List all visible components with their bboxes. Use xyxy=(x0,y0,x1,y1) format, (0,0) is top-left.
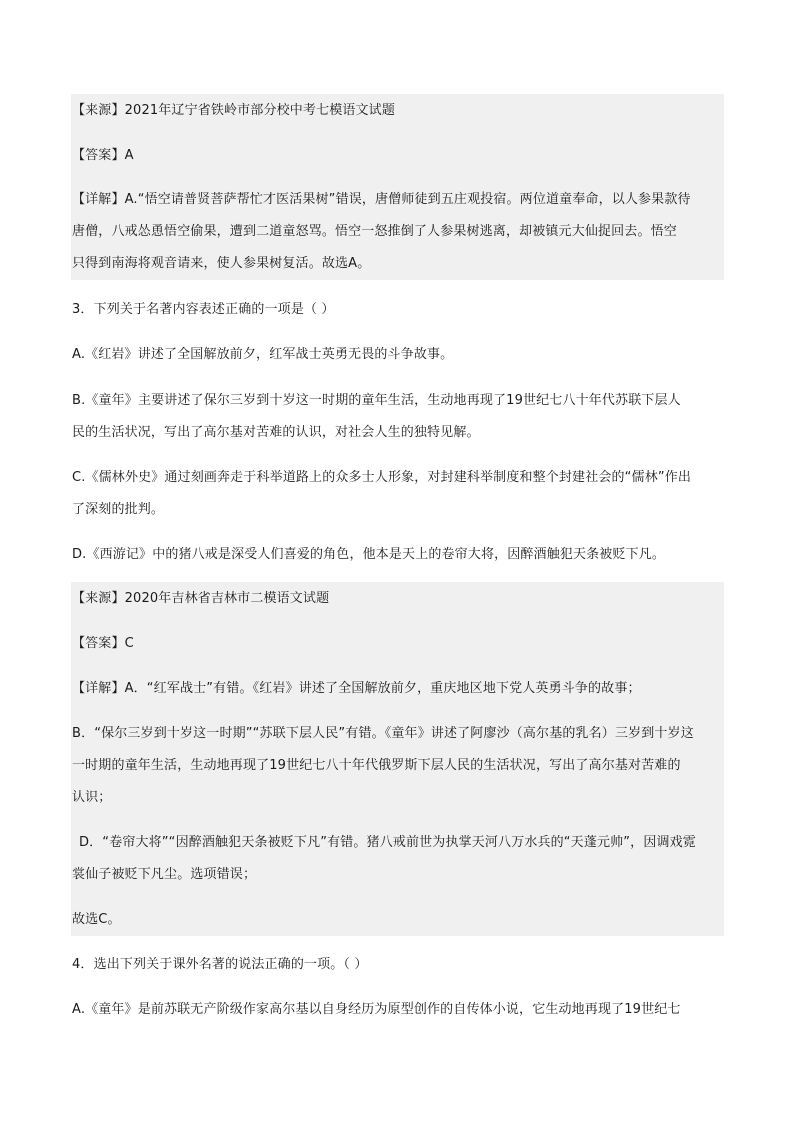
answer-block-shade xyxy=(71,94,724,280)
question-stem: 3．下列关于名著内容表述正确的一项是（ ） xyxy=(72,302,335,317)
detail-line: 只得到南海将观音请来，使人参果树复活。故选A。 xyxy=(72,256,371,271)
source-line: 【来源】2021年辽宁省铁岭市部分校中考七模语文试题 xyxy=(72,103,395,118)
option-c: C.《儒林外史》通过刻画奔走于科举道路上的众多士人形象，对封建科举制度和整个封建社会的“儒林”作出 xyxy=(72,470,692,485)
detail-line: D．“卷帘大将”“因醉酒触犯天条被贬下凡”有错。猪八戒前世为执掌天河八万水兵的“天蓬元帅”，因调戏霓 xyxy=(79,835,696,850)
option-a: A.《红岩》讲述了全国解放前夕，红军战士英勇无畏的斗争故事。 xyxy=(72,347,454,362)
answer-line: 【答案】A xyxy=(72,148,134,163)
conclusion-line: 故选C。 xyxy=(72,912,121,927)
option-b: B.《童年》主要讲述了保尔三岁到十岁这一时期的童年生活，生动地再现了19世纪七八十年代苏联下层人 xyxy=(72,393,681,408)
question-stem: 4．选出下列关于课外名著的说法正确的一项。（ ） xyxy=(72,957,368,972)
option-c: 了深刻的批判。 xyxy=(72,502,165,517)
option-a: A.《童年》是前苏联无产阶级作家高尔基以自身经历为原型创作的自传体小说，它生动地再现了19世纪七 xyxy=(72,1002,681,1017)
detail-line: 【详解】A.“悟空请普贤菩萨帮忙才医活果树”错误，唐僧师徒到五庄观投宿。两位道童奉命，以人参果款待 xyxy=(72,192,691,207)
detail-line: 认识； xyxy=(72,790,112,805)
answer-line: 【答案】C xyxy=(72,636,134,651)
detail-line: B．“保尔三岁到十岁这一时期”“苏联下层人民”有错。《童年》讲述了阿廖沙（高尔基的乳名）三岁到十岁这 xyxy=(72,726,694,741)
detail-line: 【详解】A．“红军战士”有错。《红岩》讲述了全国解放前夕，重庆地区地下党人英勇斗争的故事； xyxy=(72,681,641,696)
detail-line: 唐僧，八戒怂恿悟空偷果，遭到二道童怒骂。悟空一怒推倒了人参果树逃离，却被镇元大仙捉回去。悟空 xyxy=(72,224,677,239)
option-d: D.《西游记》中的猪八戒是深受人们喜爱的角色，他本是天上的卷帘大将，因醉酒触犯天条被贬下凡。 xyxy=(72,547,666,562)
source-line: 【来源】2020年吉林省吉林市二模语文试题 xyxy=(72,591,330,606)
option-b: 民的生活状况，写出了高尔基对苦难的认识，对社会人生的独特见解。 xyxy=(72,425,480,440)
detail-line: 一时期的童年生活，生动地再现了19世纪七八十年代俄罗斯下层人民的生活状况，写出了高尔基对苦难的 xyxy=(72,758,681,773)
detail-line: 裳仙子被贬下凡尘。选项错误； xyxy=(72,867,257,882)
